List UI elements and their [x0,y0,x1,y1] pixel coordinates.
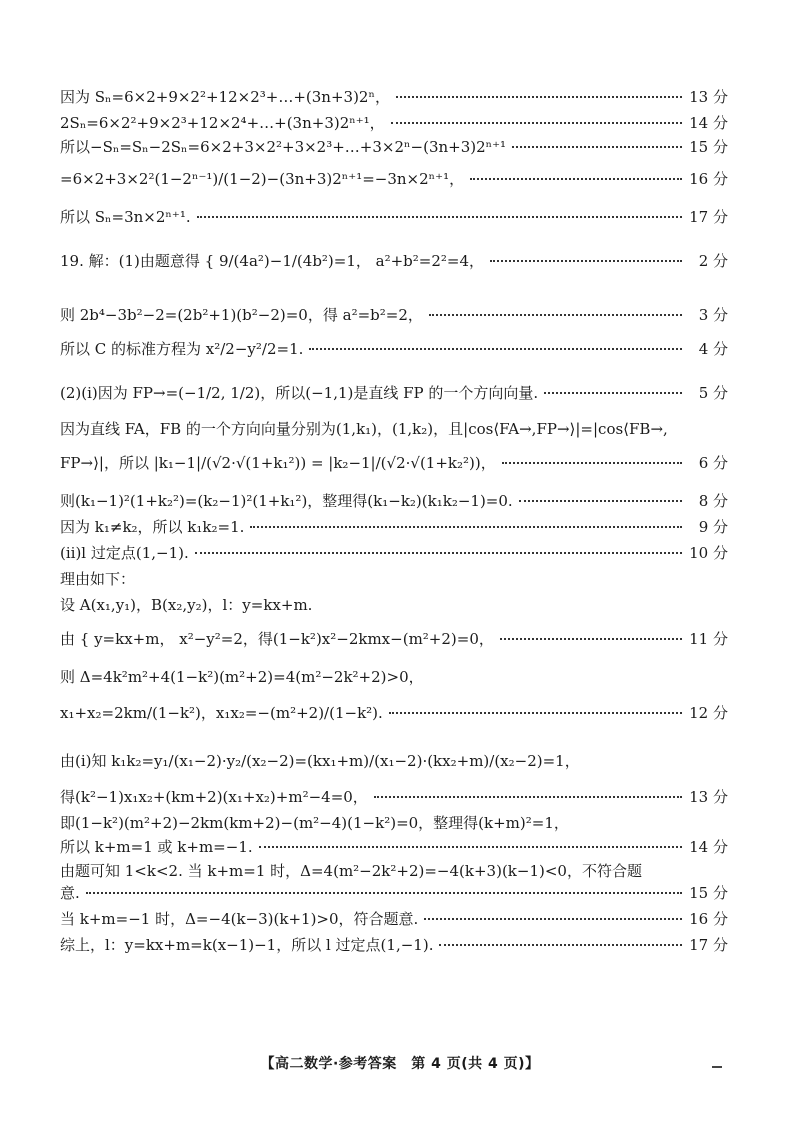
score-label: 9 分 [698,518,728,536]
answer-line-text: 所以 Sₙ=3n×2ⁿ⁺¹. [60,208,191,226]
answer-line [60,518,728,536]
score-label: 5 分 [698,384,728,402]
score-label: 17 分 [689,936,728,954]
score-label: 14 分 [689,838,728,856]
answer-line [60,492,728,510]
answer-line [60,252,728,270]
answer-line [60,910,728,928]
leader-dots [396,96,682,98]
score-label: 6 分 [698,454,728,472]
answer-line [60,420,728,438]
score-label: 12 分 [689,704,728,722]
leader-dots [429,314,682,316]
leader-dots [512,146,682,148]
answer-line [60,170,728,188]
score-label: 2 分 [698,252,728,270]
answer-line-text: 得(k²−1)x₁x₂+(km+2)(x₁+x₂)+m²−4=0， [60,788,368,806]
leader-dots [439,944,682,946]
answer-line [60,384,728,402]
answer-line-text: (2)(ⅰ)因为 FP→=(−1/2, 1/2)，所以(−1,1)是直线 FP 的一个方向向量. [60,384,539,402]
leader-dots [389,712,682,714]
score-label: 14 分 [689,114,728,132]
answer-line [60,88,728,106]
answer-line-text: 所以 k+m=1 或 k+m=−1. [60,838,253,856]
leader-dots [500,638,682,640]
leader-dots [259,846,682,848]
answer-line-text: 由(ⅰ)知 k₁k₂=y₁/(x₁−2)·y₂/(x₂−2)=(kx₁+m)/(x₁−2)·(kx₂+m)/(x₂−2)=1， [60,752,580,770]
answer-line [60,936,728,954]
answer-line-text: x₁+x₂=2km/(1−k²)，x₁x₂=−(m²+2)/(1−k²). [60,704,383,722]
answer-line [60,570,728,588]
score-label: 3 分 [698,306,728,324]
corner-mark [712,1066,722,1068]
answer-line [60,630,728,648]
answer-line-text: (ⅱ)l 过定点(1,−1). [60,544,189,562]
answer-line [60,138,728,156]
answer-line-text: 所以−Sₙ=Sₙ−2Sₙ=6×2+3×2²+3×2³+…+3×2ⁿ−(3n+3)2ⁿ⁺¹ [60,138,507,156]
answer-line [60,668,728,686]
answer-line-text: 因为 Sₙ=6×2+9×2²+12×2³+…+(3n+3)2ⁿ， [60,88,390,106]
answer-line [60,544,728,562]
answer-line [60,862,728,880]
leader-dots [490,260,682,262]
answer-line [60,340,728,358]
answer-line-text: 即(1−k²)(m²+2)−2km(km+2)−(m²−4)(1−k²)=0，整理得(k+m)²=1， [60,814,569,832]
leader-dots [197,216,682,218]
answer-line [60,788,728,806]
leader-dots [502,462,682,464]
score-label: 17 分 [689,208,728,226]
leader-dots [519,500,682,502]
answer-line-text: 当 k+m=−1 时，Δ=−4(k−3)(k+1)>0，符合题意. [60,910,419,928]
leader-dots [86,892,682,894]
answer-line-text: 综上，l：y=kx+m=k(x−1)−1，所以 l 过定点(1,−1). [60,936,434,954]
answer-line-text: 理由如下： [60,570,136,588]
answer-line-text: 由题可知 1<k<2. 当 k+m=1 时，Δ=4(m²−2k²+2)=−4(k+3)(k−1)<0，不符合题 [60,862,642,880]
answer-line-text: 由 { y=kx+m， x²−y²=2，得(1−k²)x²−2kmx−(m²+2)=0， [60,630,494,648]
answer-line-text: =6×2+3×2²(1−2ⁿ⁻¹)/(1−2)−(3n+3)2ⁿ⁺¹=−3n×2ⁿ⁺¹， [60,170,465,188]
answer-line [60,114,728,132]
answer-line-text: 所以 C 的标准方程为 x²/2−y²/2=1. [60,340,304,358]
score-label: 15 分 [689,138,728,156]
answer-line-text: 2Sₙ=6×2²+9×2³+12×2⁴+…+(3n+3)2ⁿ⁺¹， [60,114,385,132]
leader-dots [250,526,682,528]
score-label: 11 分 [689,630,728,648]
answer-line [60,884,728,902]
page-footer: 【高二数学·参考答案 第 4 页(共 4 页)】 [260,1056,540,1072]
answer-line-text: 则 2b⁴−3b²−2=(2b²+1)(b²−2)=0，得 a²=b²=2， [60,306,423,324]
score-label: 13 分 [689,788,728,806]
leader-dots [374,796,682,798]
answer-line-text: 则 Δ=4k²m²+4(1−k²)(m²+2)=4(m²−2k²+2)>0， [60,668,424,686]
answer-line-text: 则(k₁−1)²(1+k₂²)=(k₂−1)²(1+k₁²)，整理得(k₁−k₂)(k₁k₂−1)=0. [60,492,513,510]
answer-line [60,752,728,770]
score-label: 16 分 [689,910,728,928]
answer-line [60,454,728,472]
score-label: 8 分 [698,492,728,510]
score-label: 10 分 [689,544,728,562]
answer-line [60,838,728,856]
leader-dots [544,392,682,394]
answer-line-text: FP→⟩|，所以 |k₁−1|/(√2·√(1+k₁²)) = |k₂−1|/(√2·√(1+k₂²))， [60,454,496,472]
answer-line-text: 因为 k₁≠k₂，所以 k₁k₂=1. [60,518,245,536]
answer-line-text: 意. [60,884,80,902]
score-label: 16 分 [689,170,728,188]
answer-line [60,704,728,722]
leader-dots [424,918,682,920]
leader-dots [470,178,682,180]
score-label: 4 分 [698,340,728,358]
leader-dots [391,122,682,124]
score-label: 13 分 [689,88,728,106]
leader-dots [195,552,682,554]
answer-line-text: 19. 解：(1)由题意得 { 9/(4a²)−1/(4b²)=1， a²+b²=2²=4， [60,252,485,270]
answer-line [60,208,728,226]
answer-line [60,814,728,832]
score-label: 15 分 [689,884,728,902]
answer-line-text: 因为直线 FA，FB 的一个方向向量分别为(1,k₁)，(1,k₂)，且|cos⟨FA→,FP→⟩|=|cos⟨FB→, [60,420,668,438]
answer-line [60,306,728,324]
answer-line [60,596,728,614]
answer-line-text: 设 A(x₁,y₁)，B(x₂,y₂)，l：y=kx+m. [60,596,313,614]
leader-dots [309,348,682,350]
